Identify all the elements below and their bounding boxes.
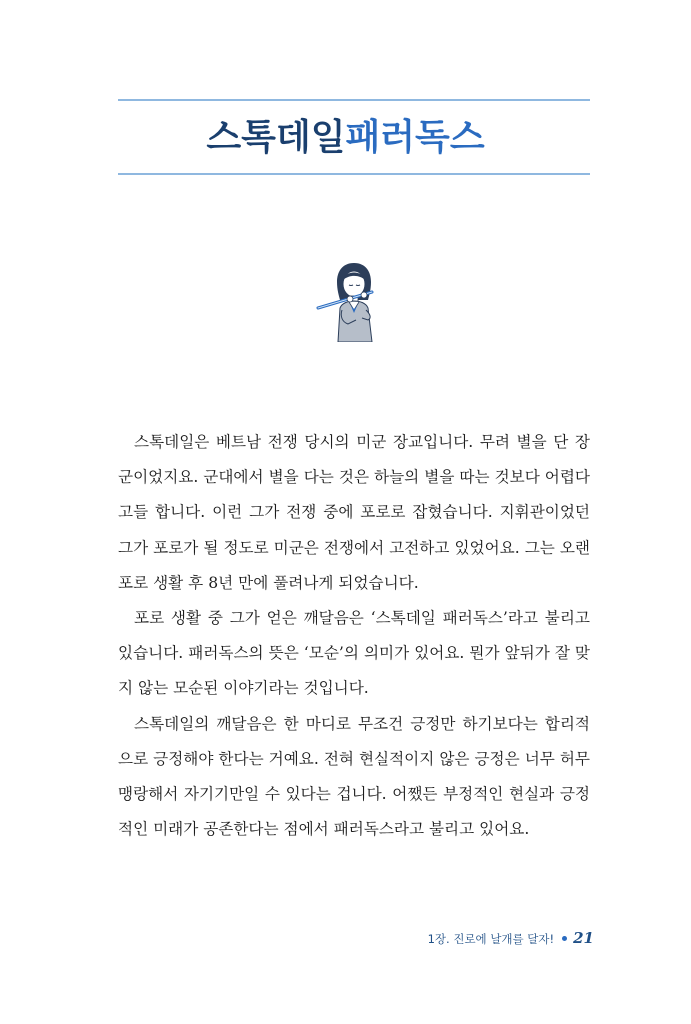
paragraph-2: 포로 생활 중 그가 얻은 깨달음은 ‘스톡데일 패러독스’라고 불리고 있습니다. 패러독스의 뜻은 ‘모순’의 의미가 있어요. 뭔가 앞뒤가 잘 맞지 않는 모순된 이야기라는 것입니다. xyxy=(118,609,590,698)
page-number: 21 xyxy=(573,929,594,947)
body-text xyxy=(118,425,590,847)
girl-playing-flute-illustration xyxy=(312,258,396,342)
chapter-label: 1장. 진로에 날개를 달자! xyxy=(427,932,555,946)
top-divider xyxy=(118,99,590,101)
bullet-dot-icon xyxy=(562,936,567,941)
title-part-1: 스톡데일 xyxy=(206,117,346,158)
page-footer xyxy=(0,929,594,947)
paragraph-1: 스톡데일은 베트남 전쟁 당시의 미군 장교입니다. 무려 별을 단 장군이었지요. 군대에서 별을 다는 것은 하늘의 별을 따는 것보다 어렵다고들 합니다. 이런 그가 전쟁 중에 포로로 잡혔습니다. 지휘관이었던 그가 포로가 될 정도로 미군은 전쟁에서 고전하고 있었어요. 그는 오랜 포로 생활 후 8년 만에 풀려나게 되었습니다. xyxy=(118,433,590,592)
bottom-divider xyxy=(118,173,590,175)
paragraph-3: 스톡데일의 깨달음은 한 마디로 무조건 긍정만 하기보다는 합리적으로 긍정해야 한다는 거예요. 전혀 현실적이지 않은 긍정은 너무 허무맹랑해서 자기기만일 수 있다는 겁니다. 어쨌든 부정적인 현실과 긍정적인 미래가 공존한다는 점에서 패러독스라고 불리고 있어요. xyxy=(118,714,590,839)
page-title xyxy=(0,116,691,160)
title-part-2: 패러독스 xyxy=(345,117,485,158)
